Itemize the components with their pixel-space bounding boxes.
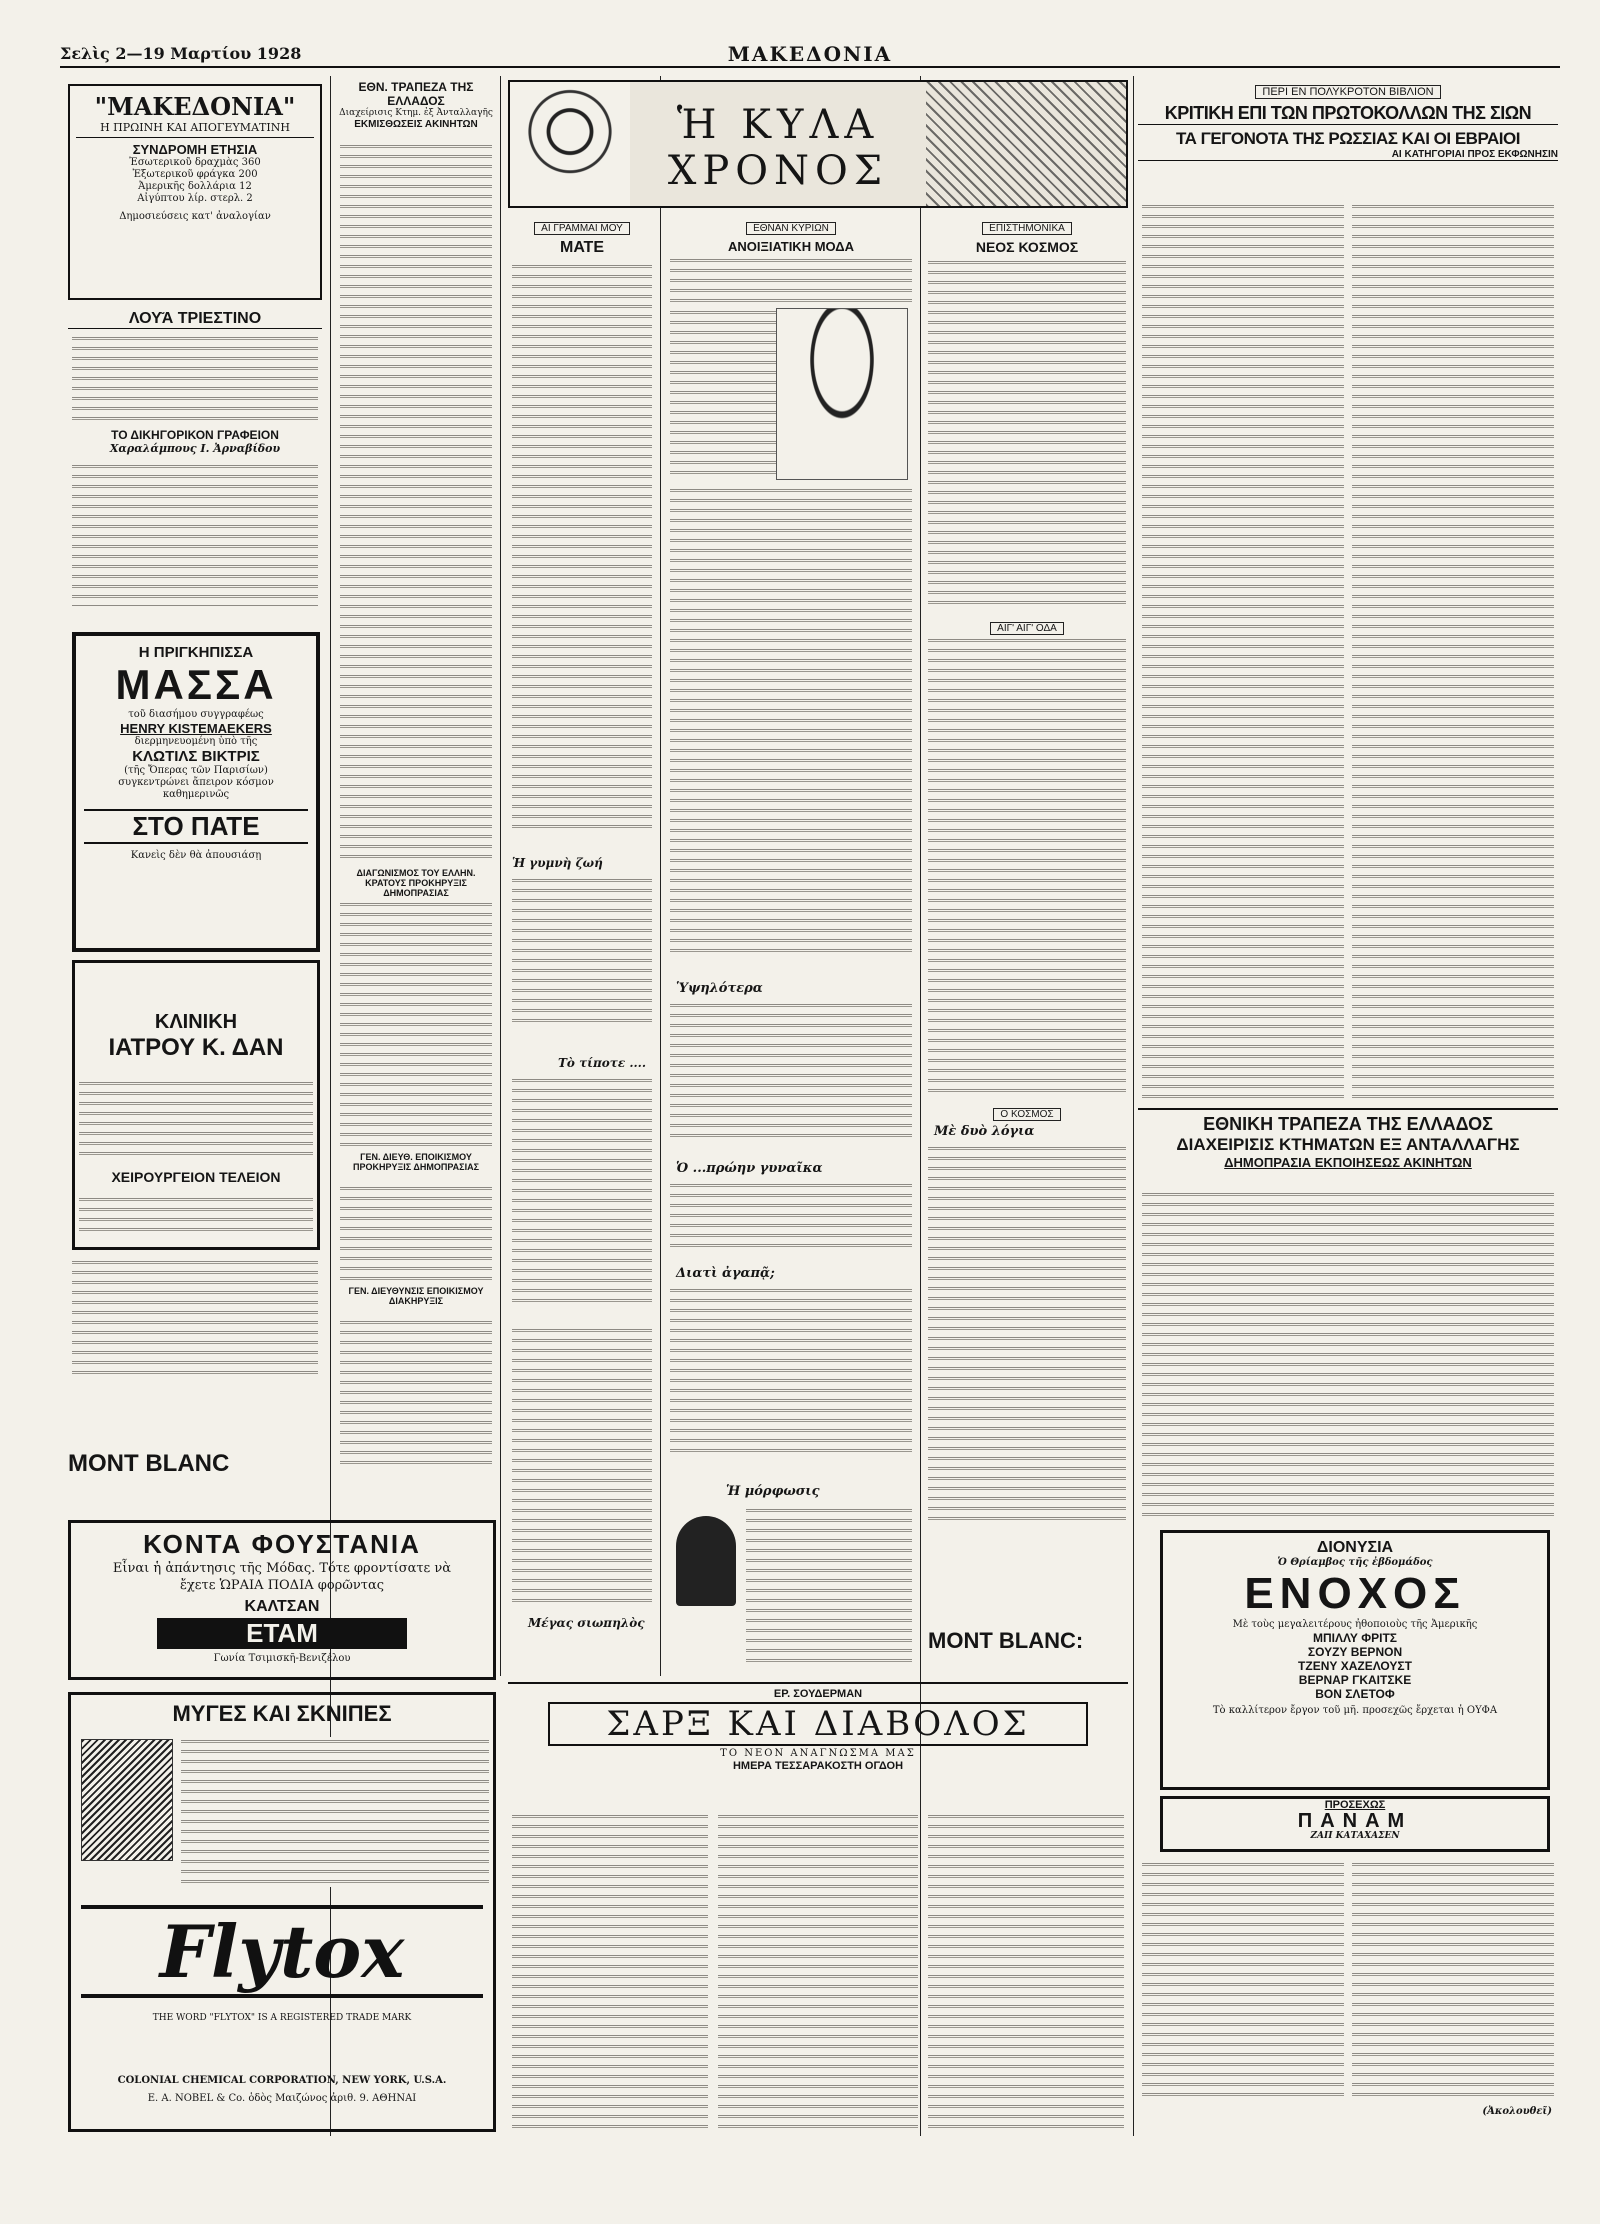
subscription-box [68,84,322,300]
serial-subtitle: ΤΟ ΝΕΟΝ ΑΝΑΓΝΩΣΜΑ ΜΑΣ [720,1748,916,1759]
article-text [1352,202,1554,1102]
serial-author: ΕΡ. ΣΟΥΔΕΡΜΑΝ [773,1688,863,1700]
article-text [928,1144,1126,1524]
article-text [1352,1860,1554,2100]
kontofoustania-ad [68,1520,496,1680]
massa-line1: Η ΠΡΙΓΚΗΠΙΣΣΑ [138,644,254,661]
cast-member: ΒΕΡΝΑΡ ΓΚΑΙΤΣΚΕ [1298,1673,1412,1687]
bank-title: ΕΘΝ. ΤΡΑΠΕΖΑ ΤΗΣ ΕΛΛΑΔΟΣ [358,80,474,108]
mont-blanc-ad [68,1450,322,1480]
article-text [79,1195,313,1235]
panam-subtitle: ΖΑΠ ΚΑΤΑΧΑΣΕΝ [1310,1831,1400,1841]
page-date: Σελὶς 2—19 Μαρτίου 1928 [60,44,302,63]
article-text [670,1286,912,1456]
article-title: Ἡ γυμνὴ ζωή [512,856,603,870]
clinic-ad [72,960,320,1250]
massa-main: ΜΑΣΣΑ [115,661,277,708]
spray-illustration [81,1739,173,1861]
article-text [718,1812,918,2132]
cinema-name: ΔΙΟΝΥΣΙΑ [1316,1539,1394,1556]
serial-day: ΗΜΕΡΑ ΤΕΣΣΑΡΑΚΟΣΤΗ ΟΓΔΟΗ [732,1760,904,1772]
kf-title: ΚΟΝΤΑ ΦΟΥΣΤΑΝΙΑ [143,1529,421,1559]
article-text [72,1258,318,1378]
literary-banner [508,80,1128,208]
article-text [340,142,492,862]
bank-subtitle: Διαχείρισις Κτημ. ἐξ Ἀνταλλαγῆς [339,108,493,118]
subscription-subtitle: Η ΠΡΩΙΝΗ ΚΑΙ ΑΠΟΓΕΥΜΑΤΙΝΗ [76,121,314,138]
subscription-note: Δημοσιεύσεις κατ' ἀναλογίαν [119,211,271,222]
subscription-line: Ἀμερικῆς δολλάρια 12 [138,181,252,192]
article-text [670,1001,912,1141]
cast-intro: Μὲ τοὺς μεγαλειτέρους ἠθοποιοὺς τῆς Ἀμερικῆς [1232,1619,1478,1630]
decorative-figure [510,82,630,206]
portrait-illustration [676,1516,736,1606]
cast-member: ΒΟΝ ΣΛΕΤΟΦ [1315,1687,1395,1701]
flies-title: ΜΥΓΕΣ ΚΑΙ ΣΚΝΙΠΕΣ [172,1701,392,1726]
bank-auction-subtitle: ΔΙΑΧΕΙΡΙΣΙΣ ΚΤΗΜΑΤΩΝ ΕΞ ΑΝΤΑΛΛΑΓΗΣ [1176,1135,1520,1154]
article-title: Μέγας σιωπηλὸς [528,1616,645,1630]
article-text [1142,1860,1344,2100]
massa-line4: (τῆς Ὄπερας τῶν Παρισίων) [124,765,268,776]
bank-auction-header [1138,1108,1558,1188]
serial-title: ΣΑΡΞ ΚΑΙ ΔΙΑΒΟΛΟΣ [548,1702,1088,1746]
article-text [670,308,776,478]
headline-1: ΚΡΙΤΙΚΗ ΕΠΙ ΤΩΝ ΠΡΩΤΟΚΟΛΛΩΝ ΤΗΣ ΣΙΩΝ [1138,103,1558,125]
article-title: Ὑψηλότερα [676,981,763,996]
decorative-pattern [926,82,1126,206]
book-review-text [1138,202,1558,1102]
massa-line2: τοῦ διασήμου συγγραφέως [128,709,264,720]
massa-footer: Κανεὶς δὲν θὰ ἀπουσιάσῃ [130,850,262,861]
cast-member: ΜΠΙΛΛΥ ΦΡΙΤΣ [1313,1631,1397,1645]
lit-col-b [666,216,916,1676]
trieste-notice [68,310,322,420]
diag3-head [336,1286,496,1316]
article-text [670,486,912,956]
attention-label: ΠΡΟΣΕΧΩΣ [1324,1799,1386,1811]
section-label: ΕΘΝΑΝ ΚΥΡΙΩΝ [746,222,836,235]
subscription-name: "ΜΑΚΕΔΟΝΙΑ" [94,92,296,121]
massa-line5: συγκεντρώνει ἄπειρον κόσμον καθημερινῶς [118,777,274,800]
panam-ad [1160,1796,1550,1852]
article-text [928,1812,1124,2132]
trieste-title: ΛΟΥ͂Α ΤΡΙΕΣΤΙΝΟ [68,310,322,329]
bank-auction-table [1138,1190,1558,1520]
massa-ad [72,632,320,952]
diag3-title: ΓΕΝ. ΔΙΕΥΘΥΝΣΙΣ ΕΠΟΙΚΙΣΜΟΥ ΔΙΑΚΗΡΥΞΙΣ [348,1286,484,1306]
massa-actress: ΚΛΩΤΙΛΣ ΒΙΚΤΡΙΣ [132,748,260,765]
article-text [512,876,652,1026]
mont-blanc-label: MONT BLANC: [928,1628,1084,1653]
article-title: Ὁ ...πρώην γυναῖκα [676,1161,823,1176]
cast-member: ΣΟΥΖΥ ΒΕΡΝΟΝ [1307,1645,1403,1659]
article-text [181,1737,489,1887]
article-text [512,262,652,832]
article-title: ΜΑΤΕ [560,239,604,256]
dionysia-ad [1160,1530,1550,1790]
column-divider [660,76,661,1676]
article-text [340,900,492,1150]
article-text [340,1184,492,1284]
subscription-line: Ἐξωτερικοῦ φράγκα 200 [132,169,258,180]
clinic-surgery: ΧΕΙΡΟΥΡΓΕΙΟΝ ΤΕΛΕΙΟΝ [111,1169,281,1185]
article-text [1142,202,1344,1102]
article-title: Διατὶ ἀγαπᾷ; [676,1266,775,1281]
subscription-heading: ΣΥΝΔΡΟΜΗ ΕΤΗΣΙΑ [132,142,258,157]
article-text [512,1076,652,1306]
diag1-head [336,868,496,898]
cast-note: Τὸ καλλίτερον ἔργον τοῦ μῆ. προσεχῶς ἔρχεται ἡ ΟΥΦΑ [1212,1705,1498,1716]
diag1-title: ΔΙΑΓΩΝΙΣΜΟΣ ΤΟΥ ΕΛΛΗΝ. ΚΡΑΤΟΥΣ ΠΡΟΚΗΡΥΞΙΣ ΔΗΜΟΠΡΑΣΙΑΣ [356,868,476,898]
cast-member: ΤΖΕΝΥ ΧΑΖΕΛΟΥΣΤ [1298,1659,1412,1673]
banner-title: Ἡ ΚΥΛΑ ΧΡΟΝΟΣ [667,102,889,194]
diag2-title: ΓΕΝ. ΔΙΕΥΘ. ΕΠΟΙΚΙΣΜΟΥ ΠΡΟΚΗΡΥΞΙΣ ΔΗΜΟΠΡΑΣΙΑΣ [353,1152,479,1172]
headline-2: ΤΑ ΓΕΓΟΝΟΤΑ ΤΗΣ ΡΩΣΣΙΑΣ ΚΑΙ ΟΙ ΕΒΡΑΙΟΙ [1176,129,1520,148]
lit-col-a [508,216,656,1676]
film-title: ΕΝΟΧΟΣ [1244,1569,1466,1618]
diag3-text [336,1318,496,1468]
section-label: ΑΙ ΓΡΑΜΜΑΙ ΜΟΥ [534,222,630,235]
diag2-head [336,1152,496,1182]
clinic-title: ΚΛΙΝΙΚΗ [154,1011,238,1033]
article-text [512,1326,652,1606]
cinema-subtitle: Ὁ Θρίαμβος τῆς ἐβδομάδος [1277,1557,1433,1568]
panam-title: ΠΑΝΑΜ [1297,1810,1413,1832]
lawyer-title: ΤΟ ΔΙΚΗΓΟΡΙΚΟΝ ΓΡΑΦΕΙΟΝ [111,428,279,442]
headline-3: ΑΙ ΚΑΤΗΓΟΡΙΑΙ ΠΡΟΣ ΕΚΦΩΝΗΣΙΝ [1138,149,1558,161]
article-text [79,1079,313,1159]
flytox-logo: Flytox [81,1905,483,1998]
column-divider [1133,76,1134,2136]
bank-heading: ΕΚΜΙΣΘΩΣΕΙΣ ΑΚΙΝΗΤΩΝ [354,119,478,130]
kf-footer: Γωνία Τσιμισκῆ-Βενιζέλου [213,1653,351,1664]
clinic-doctor: ΙΑΤΡΟΥ Κ. ΔΑΝ [108,1034,284,1061]
article-title: ΝΕΟΣ ΚΟΣΜΟΣ [975,239,1079,255]
article-text [670,1181,912,1251]
massa-author: HENRY KISTEMAEKERS [120,721,272,736]
lawyer-notice [68,428,322,606]
article-text [670,256,912,306]
subscription-line: Ἐσωτερικοῦ δραχμὰς 360 [129,157,261,168]
article-title: ΑΝΟΙΞΙΑΤΙΚΗ ΜΟΔΑ [727,239,855,254]
section-label: ΠΕΡΙ ΕΝ ΠΟΛΥΚΡΟΤΟΝ ΒΙΒΛΙΟΝ [1255,85,1440,99]
bank-auction-heading: ΔΗΜΟΠΡΑΣΙΑ ΕΚΠΟΙΗΣΕΩΣ ΑΚΙΝΗΤΩΝ [1224,1155,1472,1170]
flytox-agent: Ε. Α. NOBEL & Co. ὁδὸς Μαιζώνος ἀριθ. 9. ΑΘΗΝΑΙ [147,2093,417,2104]
kf-kaltsan: ΚΑΛΤΣΑΝ [244,1598,320,1615]
flytox-company: COLONIAL CHEMICAL CORPORATION, NEW YORK, U.S.A. [117,2075,447,2086]
diag2-text [336,1184,496,1284]
flytox-trademark: THE WORD "FLYTOX" IS A REGISTERED TRADE MARK [152,2013,412,2023]
kf-line: Εἶναι ἡ ἀπάντησις τῆς Μόδας. Τότε φροντίσατε νὰ ἔχετε ὩΡΑΙΑ ΠΟΔΙΑ φορῶντας [112,1561,452,1593]
col1-text [68,1258,322,1378]
massa-venue: ΣΤΟ ΠΑΤΕ [84,809,308,844]
column-divider [500,76,501,1676]
diag1-text [336,900,496,1150]
lit-col-c [924,216,1130,1676]
newspaper-title: ΜΑΚΕΔΟΝΙΑ [727,42,893,66]
article-text [928,258,1126,608]
subscription-line: Αἰγύπτου λίρ. στερλ. 2 [137,193,253,204]
article-text [340,1318,492,1468]
table-text [1142,1190,1554,1520]
article-text [72,334,318,420]
article-text [512,1812,708,2132]
massa-line3: διερμηνευομένη ὑπὸ τῆς [134,736,258,747]
book-review-continued [1138,1860,1558,2120]
flytox-ad [68,1692,496,2132]
kf-etam: ΕΤΑΜ [157,1618,407,1649]
bank-text [336,142,496,862]
section-label: ΕΠΙΣΤΗΜΟΝΙΚΑ [982,222,1072,235]
bank-header [336,80,496,140]
serial-text [508,1812,1128,2132]
section-label: ΑΙΓ' ΑΙΓ' ΟΔΑ [990,622,1064,635]
fashion-illustration [776,308,908,480]
article-title: Ἡ μόρφωσις [726,1484,820,1499]
masthead [60,42,1560,68]
article-title: Τὸ τίποτε .... [558,1056,647,1070]
article-title: Μὲ δυὸ λόγια [934,1124,1035,1139]
mont-blanc-label: MONT BLANC [68,1450,230,1477]
bank-auction-title: ΕΘΝΙΚΗ ΤΡΑΠΕΖΑ ΤΗΣ ΕΛΛΑΔΟΣ [1203,1114,1493,1134]
serial-header [508,1682,1128,1812]
book-review-header [1138,80,1558,200]
continued-label: (Ἀκολουθεῖ) [1482,2106,1552,2117]
article-text [72,462,318,606]
article-text [928,636,1126,1096]
article-text [746,1506,912,1666]
lawyer-name: Χαραλάμπους Ι. Ἀρναβίδου [109,442,281,455]
section-label: Ο ΚΟΣΜΟΣ [993,1108,1060,1121]
